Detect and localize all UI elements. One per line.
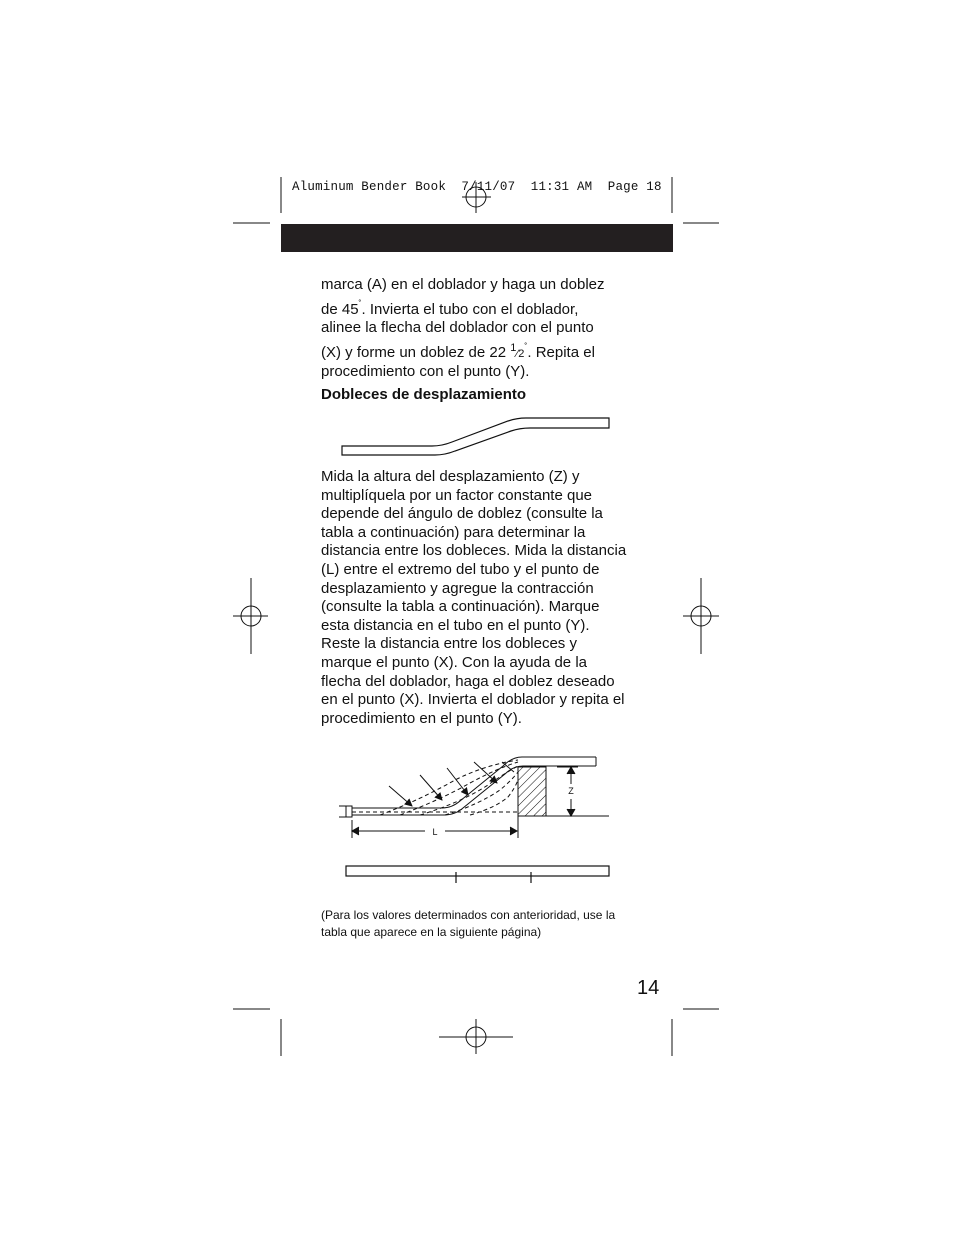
fraction-numerator: 1 <box>510 341 517 354</box>
instructions-line-11: marque el punto (X). Con la ayuda de la <box>321 653 587 671</box>
instructions-line-3: depende del ángulo de doblez (consulte la <box>321 505 603 523</box>
instructions-line-14: procedimiento en el punto (Y). <box>321 709 522 727</box>
fraction-denominator: 2 <box>518 347 525 360</box>
degree-symbol-2: ˚ <box>524 341 528 352</box>
intro-line-4b: . Repita el <box>527 343 595 361</box>
instructions-line-2: multiplíquela por un factor constante que <box>321 486 593 504</box>
instructions-line-4: tabla a continuación) para determinar la <box>321 523 586 541</box>
footnote <box>321 907 641 941</box>
z-label: Z <box>568 786 574 796</box>
instructions-line-1: Mida la altura del desplazamiento (Z) y <box>321 468 580 485</box>
instructions-line-10: Reste la distancia entre los dobleces y <box>321 635 577 653</box>
instructions-line-9: esta distancia en el tubo en el punto (Y). <box>321 616 590 634</box>
intro-line-2a: de 45 <box>321 300 359 318</box>
instructions-line-6: (L) entre el extremo del tubo y el punto de <box>321 560 600 578</box>
degree-symbol: ˚ <box>358 298 362 309</box>
intro-line-3: alinee la flecha del doblador con el punto <box>321 319 594 337</box>
intro-line-1: marca (A) en el doblador y haga un doblez <box>321 276 605 293</box>
intro-line-5: procedimiento con el punto (Y). <box>321 363 530 381</box>
section-heading: Dobleces de desplazamiento <box>321 386 527 403</box>
print-slug-line: Aluminum Bender Book 7/11/07 11:31 AM Page 18 <box>292 180 662 194</box>
fraction-slash: ⁄ <box>516 347 519 360</box>
intro-line-4a: (X) y forme un doblez de 22 <box>321 343 511 361</box>
instructions-line-12: flecha del doblador, haga el doblez deseado <box>321 672 615 690</box>
intro-line-2b: . Invierta el tubo con el doblador, <box>361 300 579 318</box>
footnote-line-1: (Para los valores determinados con anterioridad, use la <box>321 908 616 922</box>
footnote-line-2: tabla que aparece en la siguiente página) <box>321 925 542 939</box>
l-label: L <box>432 827 438 837</box>
instructions-line-5: distancia entre los dobleces. Mida la distancia <box>321 542 627 560</box>
instructions-line-13: en el punto (X). Invierta el doblador y repita el <box>321 691 625 709</box>
instructions-line-7: desplazamiento y agregue la contracción <box>321 579 594 597</box>
page-number: 14 <box>637 977 660 999</box>
instructions-line-8: (consulte la tabla a continuación). Marque <box>321 598 600 616</box>
